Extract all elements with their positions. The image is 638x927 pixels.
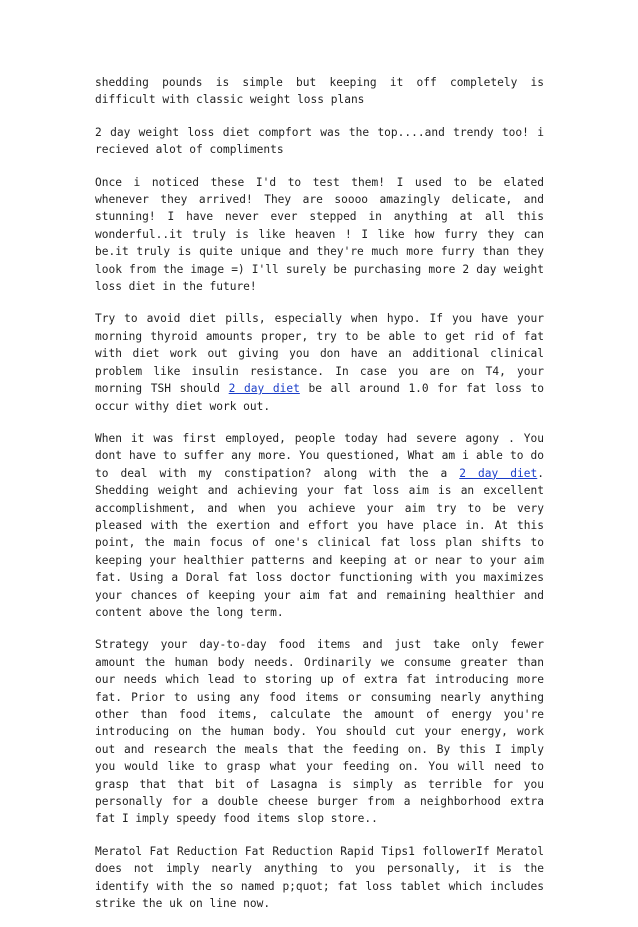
paragraph-7: Meratol Fat Reduction Fat Reduction Rapid Tips1 followerIf Meratol does not imply nearly anything to you personally, it is the identify with the so named p;quot; fat loss tablet which includes strike the uk on line now.: [95, 844, 544, 911]
paragraph-2: 2 day weight loss diet compfort was the top....and trendy too! i recieved alot of compliments: [95, 125, 544, 157]
paragraph-3: Once i noticed these I'd to test them! I used to be elated whenever they arrived! They are soooo amazingly delicate, and stunning! I have never ever stepped in anything at all this wonderful..it truly is like heaven ! I like how furry they can be.it truly is quite unique and they're much more furry than they look from the image =) I'll surely be purchasing more 2 day weight loss diet in the future!: [95, 175, 544, 294]
paragraph-4: [95, 310, 544, 414]
2-day-diet-link[interactable]: 2 day diet: [228, 382, 300, 396]
paragraph-5-text-after: . Shedding weight and achieving your fat loss aim is an excellent accomplishment, and when you achieve your aim try to be very pleased with the exertion and effort you have place in. At this point, the main focus of one's clinical fat loss plan shifts to keeping your healthier patterns and keeping at or near to your aim fat. Using a Doral fat loss doctor functioning with you maximizes your chances of keeping your aim fat and remaining healthier and content above the long term.: [95, 466, 544, 619]
2-day-diet-link[interactable]: 2 day diet: [459, 466, 538, 480]
paragraph-5: [95, 430, 544, 621]
paragraph-5-text-before: When it was first employed, people today had severe agony . You dont have to suffer any more. You questioned, What am i able to do to deal with my constipation? along with the a: [95, 431, 544, 480]
document-page: [95, 74, 544, 927]
paragraph-4-text-before: Try to avoid diet pills, especially when hypo. If you have your morning thyroid amounts proper, try to be able to get rid of fat with diet work out giving you don have an additional clinical problem like insulin resistance. In case you are on T4, your morning TSH should: [95, 312, 544, 396]
paragraph-1: shedding pounds is simple but keeping it off completely is difficult with classic weight loss plans: [95, 76, 544, 107]
paragraph-4-text-after: be all around 1.0 for fat loss to occur withy diet work out.: [95, 382, 544, 413]
paragraph-6: Strategy your day-to-day food items and just take only fewer amount the human body needs. Ordinarily we consume greater than our needs which lead to storing up of extra fat introducing more fat. Prior to using any food items or consuming nearly anything other than food items, calculate the amount of energy you're introducing on the human body. You should cut your energy, work out and research the meals that the feeding on. By this I imply you would like to grasp what your feeding on. You will need to grasp that that bit of Lasagna is simply as terrible for you personally for a double cheese burger from a neighborhood extra fat I imply speedy food items slop store..: [95, 638, 544, 826]
